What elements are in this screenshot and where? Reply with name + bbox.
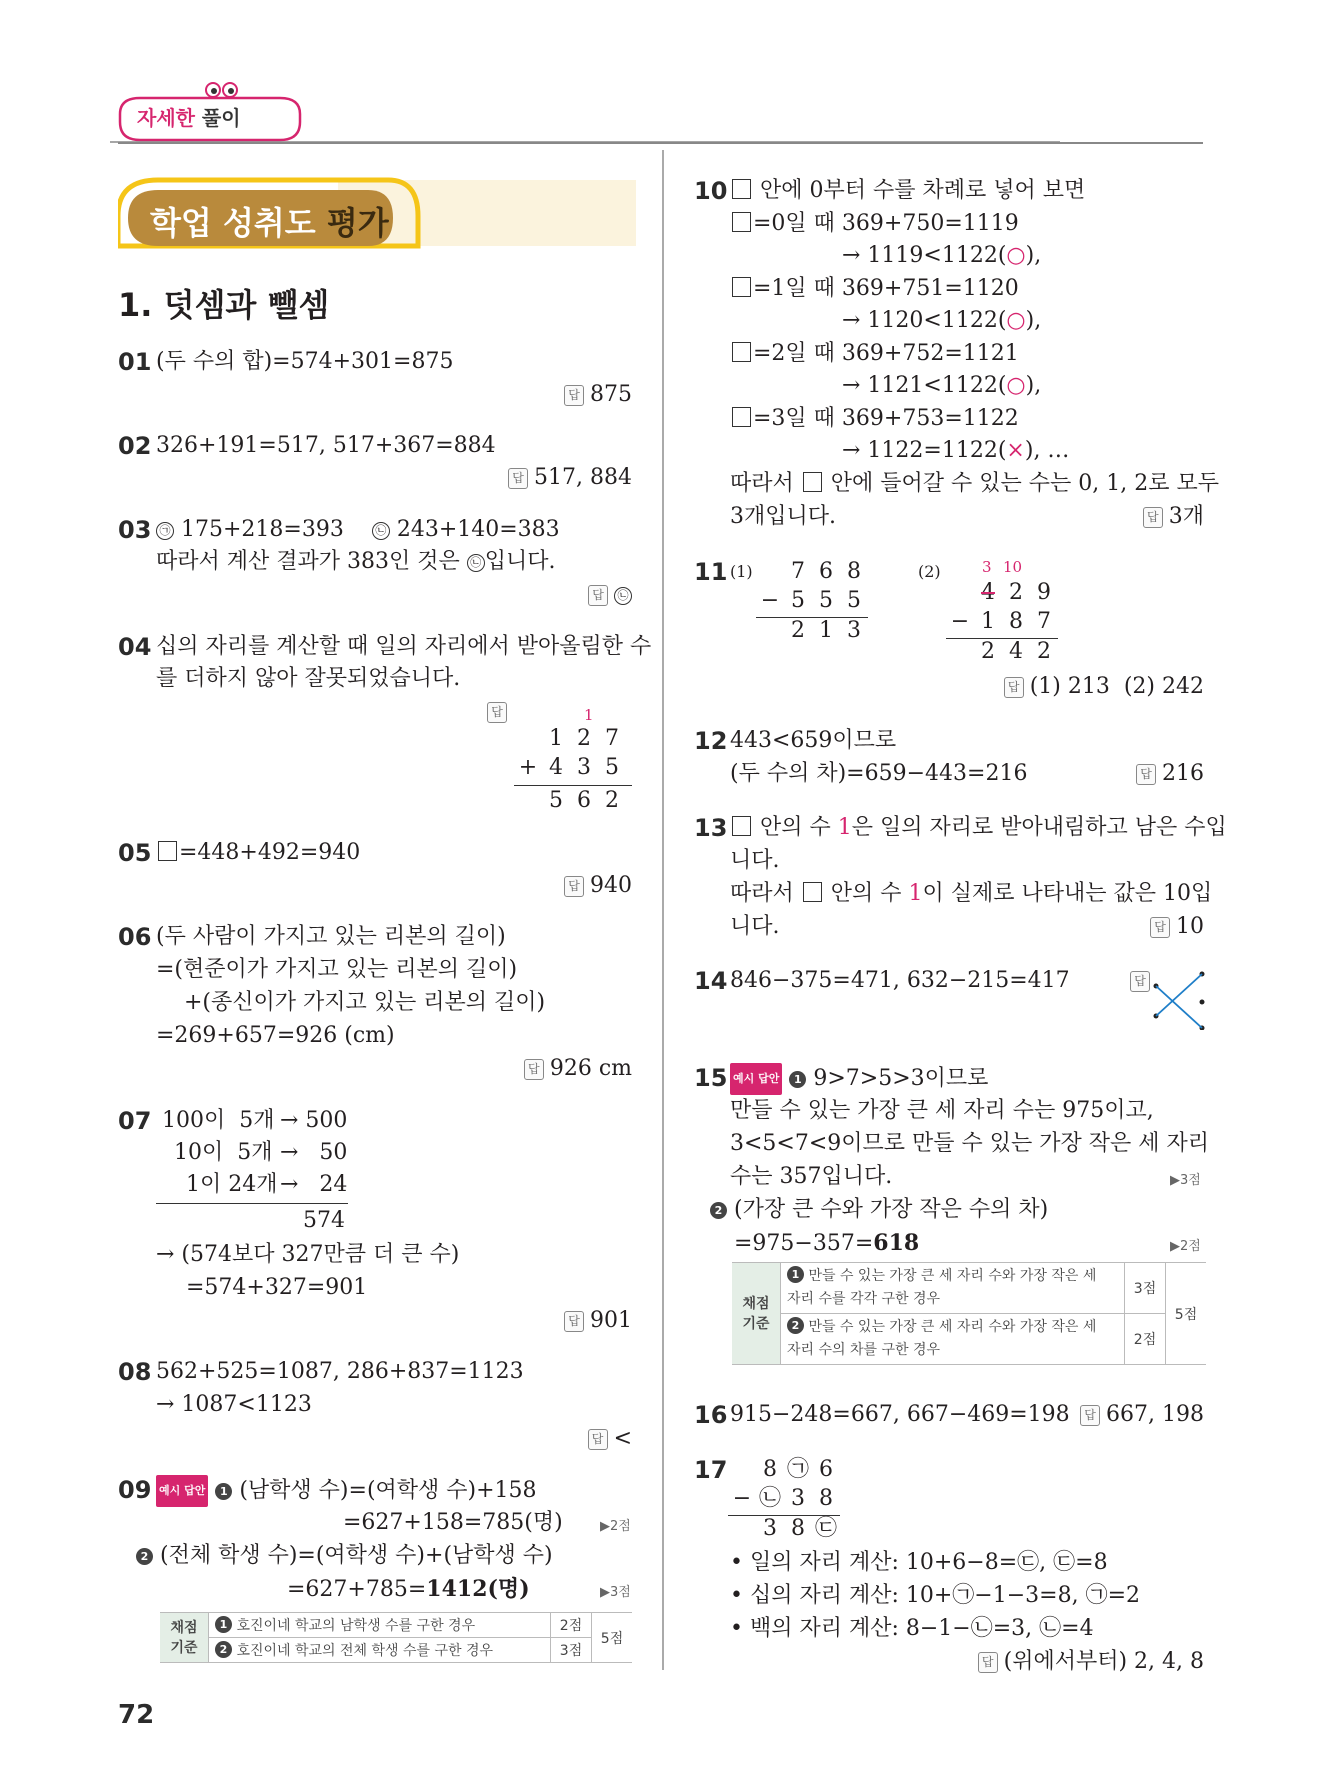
digit: 9 (1037, 580, 1051, 605)
digit: 2 (981, 639, 995, 664)
q09-line1 (156, 1475, 537, 1507)
q02-answer-value: 517, 884 (534, 465, 632, 490)
circled-b: ㉡ (372, 522, 390, 540)
digit: ㉡ (758, 1486, 781, 1511)
q04-line2: 를 더하지 않아 잘못되었습니다. (156, 666, 461, 691)
q16-line1: 915−248=667, 667−469=198 (730, 1402, 1070, 1427)
sample-answer-tag: 예시 답안 (156, 1475, 208, 1507)
q07-r3a: 1이 24개 (186, 1172, 278, 1197)
digit: 3 (847, 618, 861, 643)
q17-bullet2: • 십의 자리 계산: 10+㉠−1−3=8, ㉠=2 (730, 1583, 1141, 1608)
q09-line3-text: (전체 학생 수)=(여학생 수)+(남학생 수) (160, 1543, 553, 1568)
step-bullet: 1 (215, 1483, 232, 1500)
q13-number: 13 (694, 814, 728, 842)
q11-borrow1: 3 (982, 558, 992, 576)
q08-answer-value: < (613, 1426, 632, 1451)
step-bullet: 2 (787, 1317, 804, 1334)
q07-r2a: 10이 5개 (174, 1140, 273, 1165)
header-rule (118, 142, 1203, 144)
q11-part2-label: (2) (918, 562, 941, 581)
dap-icon: 답 (564, 385, 584, 406)
q06-answer (524, 1054, 632, 1084)
dap-icon: 답 (588, 1429, 608, 1450)
digit: 8 (1009, 609, 1023, 634)
dap-icon: 답 (1130, 971, 1150, 992)
q10-case3a (730, 339, 1019, 369)
q15-l6b: 618 (873, 1230, 920, 1256)
rubric-text: 만들 수 있는 가장 큰 세 자리 수와 가장 작은 세 (808, 1319, 1097, 1335)
q04-calc-row1 (542, 724, 626, 754)
dap-icon: 답 (1150, 917, 1170, 938)
rubric-total: 5점 (592, 1613, 633, 1663)
q07-r1a: 100이 5개 (162, 1108, 275, 1133)
digit: 5 (847, 588, 861, 613)
q10-line1-text: 안에 0부터 수를 차례로 넣어 보면 (753, 178, 1086, 203)
header-label (137, 102, 241, 131)
digit: 5 (605, 755, 619, 780)
q10-end1a: 따라서 (730, 471, 801, 496)
digit: 5 (819, 588, 833, 613)
dap-icon: 답 (1004, 677, 1024, 698)
case-text: ), (1025, 308, 1042, 333)
rubric-score: 3점 (1125, 1263, 1166, 1314)
rubric-header: 채점 기준 (160, 1613, 209, 1663)
q10-case2a (730, 274, 1019, 304)
q10-case1b (842, 241, 1041, 271)
digit: 3 (791, 1486, 805, 1511)
q01-answer (564, 380, 632, 410)
step-bullet: 2 (215, 1641, 232, 1658)
digit: 3 (577, 755, 591, 780)
q12-number: 12 (694, 727, 728, 755)
q10-number: 10 (694, 177, 728, 205)
q09-line4b: 1412(명) (426, 1576, 530, 1602)
case-text: =2일 때 369+752=1121 (753, 341, 1019, 366)
case-text: → 1121<1122( (842, 373, 1007, 398)
q10-end1 (730, 469, 1219, 499)
blank-box (732, 212, 751, 232)
digit: 4 (981, 580, 995, 605)
digit: ㉢ (814, 1516, 837, 1541)
q10-answer-value: 3개 (1168, 504, 1204, 529)
q11-answer-value: (1) 213 (2) 242 (1029, 674, 1204, 699)
digit: ㉠ (786, 1457, 809, 1482)
q06-line2: =(현준이가 가지고 있는 리본의 길이) (156, 957, 518, 982)
q13-answer (1150, 912, 1204, 942)
q02-number: 02 (118, 432, 152, 460)
q09-line2: =627+158=785(명) (343, 1510, 563, 1535)
dap-icon: 답 (564, 1311, 584, 1332)
digit: 7 (1037, 609, 1051, 634)
q03-line1 (156, 515, 560, 545)
q03-number: 03 (118, 516, 152, 544)
digit: 6 (819, 559, 833, 584)
q16-number: 16 (694, 1401, 728, 1429)
q14-line1: 846−375=471, 632−215=417 (730, 968, 1070, 993)
header-label-b: 풀이 (194, 106, 241, 130)
column-divider (662, 150, 664, 1670)
digit: 8 (847, 559, 861, 584)
q06-line4: =269+657=926 (cm) (156, 1023, 395, 1048)
q05-line1-text: =448+492=940 (179, 840, 361, 865)
blank-box (732, 277, 751, 297)
check-mark: × (1006, 438, 1025, 463)
q07-r1b: → 500 (280, 1108, 348, 1133)
q16-answer (1080, 1400, 1204, 1430)
digit: 1 (819, 618, 833, 643)
operator: − (760, 588, 780, 613)
q13-line1 (730, 813, 1227, 843)
q13-one: 1 (837, 815, 852, 840)
dap-icon: 답 (524, 1059, 544, 1080)
q07-line6: =574+327=901 (186, 1275, 368, 1300)
banner-title (150, 198, 389, 244)
q15-line1-text: 9>7>5>3이므로 (813, 1066, 989, 1091)
q07-sum: 574 (303, 1208, 345, 1233)
q17-answer (978, 1647, 1204, 1677)
blank-box (803, 882, 822, 902)
banner-title-b: 평가 (315, 204, 389, 242)
q07-answer-value: 901 (590, 1308, 632, 1333)
q05-answer (564, 871, 632, 901)
q07-answer (564, 1306, 632, 1336)
q09-rubric (160, 1612, 632, 1663)
q14-matching-diagram (1148, 966, 1210, 1030)
q17-bullet3: • 백의 자리 계산: 8−1−㉡=3, ㉡=4 (730, 1616, 1094, 1641)
q15-line4: 수는 357입니다. (730, 1164, 893, 1189)
q09-point1: ▶2점 (600, 1519, 631, 1534)
q10-end2: 3개입니다. (730, 504, 836, 529)
q15-line1 (730, 1063, 988, 1095)
dap-icon: 답 (508, 468, 528, 489)
q03-answer-value: ㉡ (614, 587, 632, 605)
q08-line2: → 1087<1123 (156, 1392, 312, 1417)
digit: 2 (1037, 639, 1051, 664)
q10-case1a (730, 209, 1019, 239)
rubric-item (781, 1263, 1125, 1314)
q12-line2: (두 수의 차)=659−443=216 (730, 761, 1028, 786)
q10-case2b (842, 306, 1041, 336)
rubric-score: 2점 (1125, 1314, 1166, 1365)
q03-part2: 243+140=383 (389, 517, 560, 542)
q12-line1: 443<659이므로 (730, 728, 897, 753)
q13-l1a: 안의 수 (753, 815, 838, 840)
digit: 6 (819, 1457, 833, 1482)
q01-number: 01 (118, 348, 152, 376)
q17-row1 (756, 1455, 840, 1485)
q11a-row3 (784, 616, 868, 646)
rubric-item (781, 1314, 1125, 1365)
q15-line5-text: (가장 큰 수와 가장 작은 수의 차) (734, 1197, 1049, 1222)
banner-title-a: 학업 성취도 (150, 204, 316, 242)
q10-answer (1143, 502, 1204, 532)
dap-icon: 답 (588, 585, 608, 606)
q11b-row3 (974, 637, 1058, 667)
digit: 7 (791, 559, 805, 584)
step-bullet: 1 (787, 1266, 804, 1283)
step-bullet: 1 (215, 1616, 232, 1633)
rubric-score: 2점 (551, 1613, 592, 1638)
q15-line5 (710, 1195, 1048, 1225)
digit: 2 (577, 726, 591, 751)
rubric-total: 5점 (1166, 1263, 1207, 1365)
step-bullet: 1 (789, 1071, 806, 1088)
blank-box (732, 816, 751, 836)
q15-line3: 3<5<7<9이므로 만들 수 있는 가장 작은 세 자리 (730, 1131, 1210, 1156)
q11-answer (1004, 672, 1204, 702)
rubric-header: 채점 기준 (732, 1263, 781, 1365)
rubric-item (209, 1638, 551, 1663)
circled-b: ㉡ (467, 554, 485, 572)
operator: − (732, 1486, 752, 1511)
digit: 8 (763, 1457, 777, 1482)
q08-line1: 562+525=1087, 286+837=1123 (156, 1359, 524, 1384)
q10-line1 (730, 176, 1085, 206)
q05-number: 05 (118, 839, 152, 867)
page-number: 72 (118, 1700, 155, 1730)
digit: 1 (981, 609, 995, 634)
q06-line3: +(종신이가 가지고 있는 리본의 길이) (184, 990, 546, 1015)
q11-borrow2: 10 (1003, 558, 1023, 576)
check-mark: ○ (1006, 373, 1026, 398)
q13-one: 1 (908, 881, 923, 906)
q05-answer-value: 940 (590, 873, 632, 898)
q17-row3 (756, 1514, 840, 1544)
q02-answer (508, 463, 632, 493)
header-label-a: 자세한 (137, 106, 195, 130)
dap-icon: 답 (1136, 764, 1156, 785)
digit: 5 (791, 588, 805, 613)
q13-line4: 니다. (730, 914, 780, 939)
q11b-row2 (946, 607, 1058, 637)
q04-calc-row3 (542, 786, 626, 816)
digit: 8 (791, 1516, 805, 1541)
rubric-text: 호진이네 학교의 전체 학생 수를 구한 경우 (236, 1643, 494, 1659)
q16-answer-value: 667, 198 (1106, 1402, 1204, 1427)
q06-answer-value: 926 cm (549, 1056, 632, 1081)
q09-line3 (136, 1541, 553, 1571)
case-text: → 1122=1122( (842, 438, 1007, 463)
q08-number: 08 (118, 1358, 152, 1386)
q03-line2a: 따라서 계산 결과가 383인 것은 (156, 549, 467, 574)
digit: 2 (791, 618, 805, 643)
q01-answer-value: 875 (590, 382, 632, 407)
case-text: ), (1025, 373, 1042, 398)
dap-icon: 답 (564, 876, 584, 897)
q04-carry: 1 (584, 706, 594, 724)
q11b-row1 (974, 578, 1058, 608)
q17-bullet1: • 일의 자리 계산: 10+6−8=㉢, ㉢=8 (730, 1550, 1108, 1575)
rubric-text: 자리 수를 각각 구한 경우 (787, 1291, 941, 1307)
circled-a: ㉠ (156, 522, 174, 540)
q15-line2: 만들 수 있는 가장 큰 세 자리 수는 975이고, (730, 1098, 1154, 1123)
q04-answer-mark (487, 697, 513, 727)
digit: 1 (549, 726, 563, 751)
operator: + (518, 755, 538, 780)
digit: 2 (1009, 580, 1023, 605)
q04-line1: 십의 자리를 계산할 때 일의 자리에서 받아올림한 수 (156, 634, 652, 659)
digit: 7 (605, 726, 619, 751)
digit: 4 (1009, 639, 1023, 664)
q09-line4 (287, 1574, 530, 1605)
q13-answer-value: 10 (1176, 914, 1204, 939)
q09-line4a: =627+785= (287, 1577, 427, 1602)
q10-case4b (842, 436, 1069, 466)
section-title: 1. 덧셈과 뺄셈 (118, 286, 330, 324)
digit: 2 (605, 788, 619, 813)
q17-number: 17 (694, 1456, 728, 1484)
q03-line2 (156, 547, 555, 577)
step-bullet: 2 (136, 1548, 153, 1565)
blank-box (803, 472, 822, 492)
q11a-row2 (756, 586, 868, 616)
blank-box (158, 841, 177, 861)
q06-number: 06 (118, 923, 152, 951)
case-text: ), (1025, 243, 1042, 268)
digit: 6 (577, 788, 591, 813)
q10-case4a (730, 404, 1019, 434)
rubric-score: 3점 (551, 1638, 592, 1663)
sample-answer-tag: 예시 답안 (730, 1063, 782, 1095)
case-text: → 1120<1122( (842, 308, 1007, 333)
q07-number: 07 (118, 1107, 152, 1135)
q15-l6a: =975−357= (734, 1231, 874, 1256)
dap-icon: 답 (487, 702, 507, 723)
case-text: =3일 때 369+753=1122 (753, 406, 1019, 431)
digit: 3 (763, 1516, 777, 1541)
digit: 8 (819, 1486, 833, 1511)
q14-number: 14 (694, 967, 728, 995)
q10-end1b: 안에 들어갈 수 있는 수는 0, 1, 2로 모두 (823, 471, 1219, 496)
q12-answer-value: 216 (1162, 761, 1204, 786)
q07-sum-rule (156, 1203, 348, 1204)
q17-row2 (728, 1484, 840, 1514)
case-text: =0일 때 369+750=1119 (753, 211, 1019, 236)
q07-r3b: → 24 (280, 1172, 348, 1197)
digit: 5 (549, 788, 563, 813)
q09-point2: ▶3점 (600, 1585, 631, 1600)
q13-line3 (730, 879, 1212, 909)
q08-answer (588, 1424, 632, 1454)
case-text: ), … (1024, 438, 1070, 463)
q15-point1: ▶3점 (1170, 1173, 1201, 1188)
q09-line1-text: (남학생 수)=(여학생 수)+158 (239, 1478, 537, 1503)
q15-rubric (732, 1262, 1206, 1365)
case-text: =1일 때 369+751=1120 (753, 276, 1019, 301)
q13-line2: 니다. (730, 848, 780, 873)
q15-number: 15 (694, 1064, 728, 1092)
q13-l3a: 따라서 (730, 881, 801, 906)
dap-icon: 답 (1080, 1405, 1100, 1426)
blank-box (732, 407, 751, 427)
dap-icon: 답 (1143, 507, 1163, 528)
check-mark: ○ (1006, 308, 1026, 333)
rubric-text: 만들 수 있는 가장 큰 세 자리 수와 가장 작은 세 (808, 1268, 1097, 1284)
rubric-text: 자리 수의 차를 구한 경우 (787, 1342, 941, 1358)
q07-line5: → (574보다 327만큼 더 큰 수) (156, 1242, 460, 1267)
dap-icon: 답 (978, 1652, 998, 1673)
q04-calc-row2 (514, 753, 626, 783)
blank-box (732, 179, 751, 199)
operator: − (950, 609, 970, 634)
q15-point2: ▶2점 (1170, 1239, 1201, 1254)
q11-part1-label: (1) (730, 562, 753, 581)
q10-case3b (842, 371, 1041, 401)
step-bullet: 2 (710, 1202, 727, 1219)
q09-number: 09 (118, 1476, 152, 1504)
rubric-item (209, 1613, 551, 1638)
blank-box (732, 342, 751, 362)
q02-line1: 326+191=517, 517+367=884 (156, 433, 496, 458)
q13-l3b: 안의 수 (823, 881, 909, 906)
case-text: → 1119<1122( (842, 243, 1007, 268)
rubric-text: 호진이네 학교의 남학생 수를 구한 경우 (236, 1618, 476, 1634)
q06-line1: (두 사람이 가지고 있는 리본의 길이) (156, 924, 506, 949)
q01-line1: (두 수의 합)=574+301=875 (156, 349, 454, 374)
q03-line2b: 입니다. (484, 549, 556, 574)
q07-r2b: → 50 (280, 1140, 348, 1165)
q03-part1: 175+218=393 (174, 517, 344, 542)
check-mark: ○ (1006, 243, 1026, 268)
q11a-row1 (784, 557, 868, 587)
q12-answer (1136, 759, 1204, 789)
q13-l3c: 이 실제로 나타내는 값은 10입 (922, 881, 1213, 906)
q04-number: 04 (118, 633, 152, 661)
q17-answer-value: (위에서부터) 2, 4, 8 (1003, 1649, 1204, 1674)
q13-l1b: 은 일의 자리로 받아내림하고 남은 수입 (851, 815, 1227, 840)
q03-answer (588, 580, 632, 610)
digit: 4 (549, 755, 563, 780)
q05-line1 (156, 838, 360, 868)
q11-number: 11 (694, 558, 728, 586)
q15-line6 (734, 1228, 919, 1259)
